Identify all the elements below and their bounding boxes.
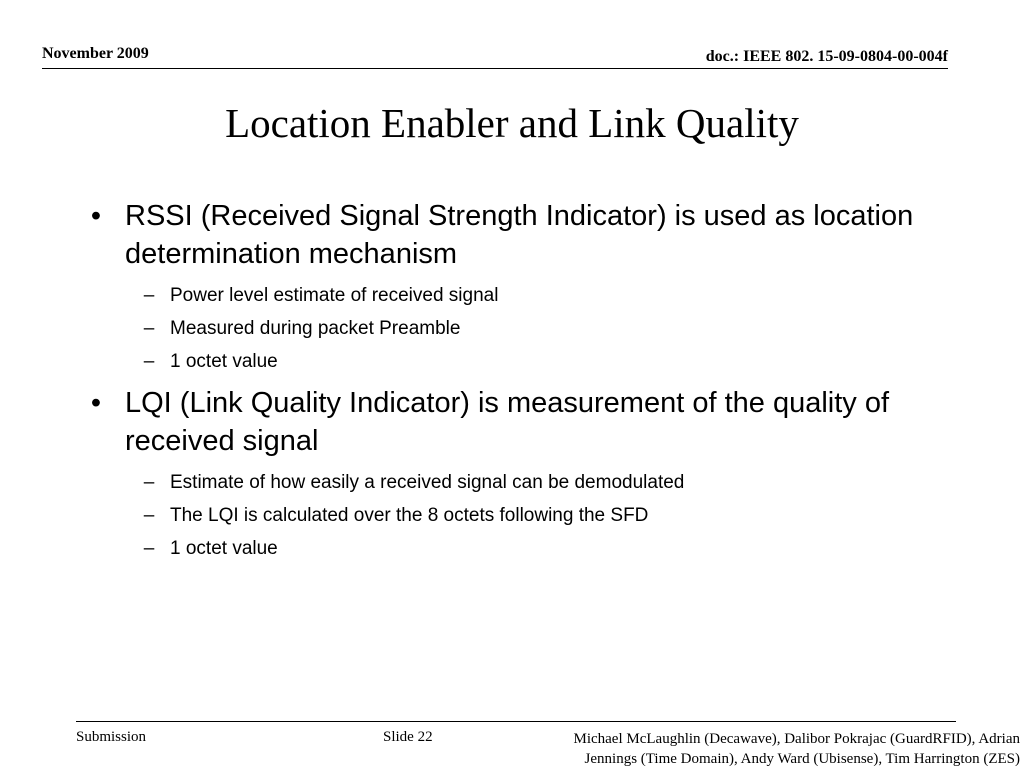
sub-text: 1 octet value: [170, 351, 278, 372]
footer-submission: Submission: [76, 729, 147, 745]
bullet-item-lqi: [86, 384, 946, 565]
header-divider: [42, 68, 948, 69]
dash-mark: –: [143, 505, 155, 526]
bullet-text: LQI (Link Quality Indicator) is measurement of the quality of received signal: [125, 387, 890, 457]
footer-authors-line: Michael McLaughlin (Decawave), Dalibor Pokrajac (GuardRFID), Adrian: [573, 731, 1020, 747]
header-doc-id: doc.: IEEE 802. 15-09-0804-00-004f: [705, 48, 948, 65]
dash-mark: –: [143, 318, 155, 339]
bullet-text: RSSI (Received Signal Strength Indicator) is used as location determination mechanism: [125, 200, 914, 270]
sub-item: [85, 345, 946, 378]
dash-mark: –: [143, 285, 155, 306]
sub-item: [85, 499, 946, 532]
dash-mark: –: [143, 351, 155, 372]
sub-item: [85, 312, 946, 345]
footer-divider: [76, 721, 956, 722]
slide-title: Location Enabler and Link Quality: [225, 100, 799, 146]
sub-list: [125, 279, 946, 378]
sub-text: The LQI is calculated over the 8 octets following the SFD: [170, 505, 649, 526]
sub-text: Estimate of how easily a received signal can be demodulated: [170, 472, 685, 493]
footer-authors: [500, 729, 1020, 769]
sub-list: [125, 466, 946, 565]
bullet-list: [86, 197, 946, 565]
dash-mark: –: [143, 538, 155, 559]
dash-mark: –: [143, 472, 155, 493]
sub-text: Power level estimate of received signal: [170, 285, 499, 306]
footer-authors-line: Jennings (Time Domain), Andy Ward (Ubisense), Tim Harrington (ZES): [584, 751, 1020, 767]
sub-item: [85, 279, 946, 312]
bullet-item-rssi: [86, 197, 946, 378]
footer-slide-number: Slide 22: [383, 729, 433, 745]
bullet-mark: •: [90, 387, 102, 419]
bullet-mark: •: [90, 200, 102, 232]
sub-text: 1 octet value: [170, 538, 278, 559]
sub-item: [85, 466, 946, 499]
sub-item: [85, 532, 946, 565]
sub-text: Measured during packet Preamble: [170, 318, 461, 339]
header-date: November 2009: [42, 45, 149, 62]
